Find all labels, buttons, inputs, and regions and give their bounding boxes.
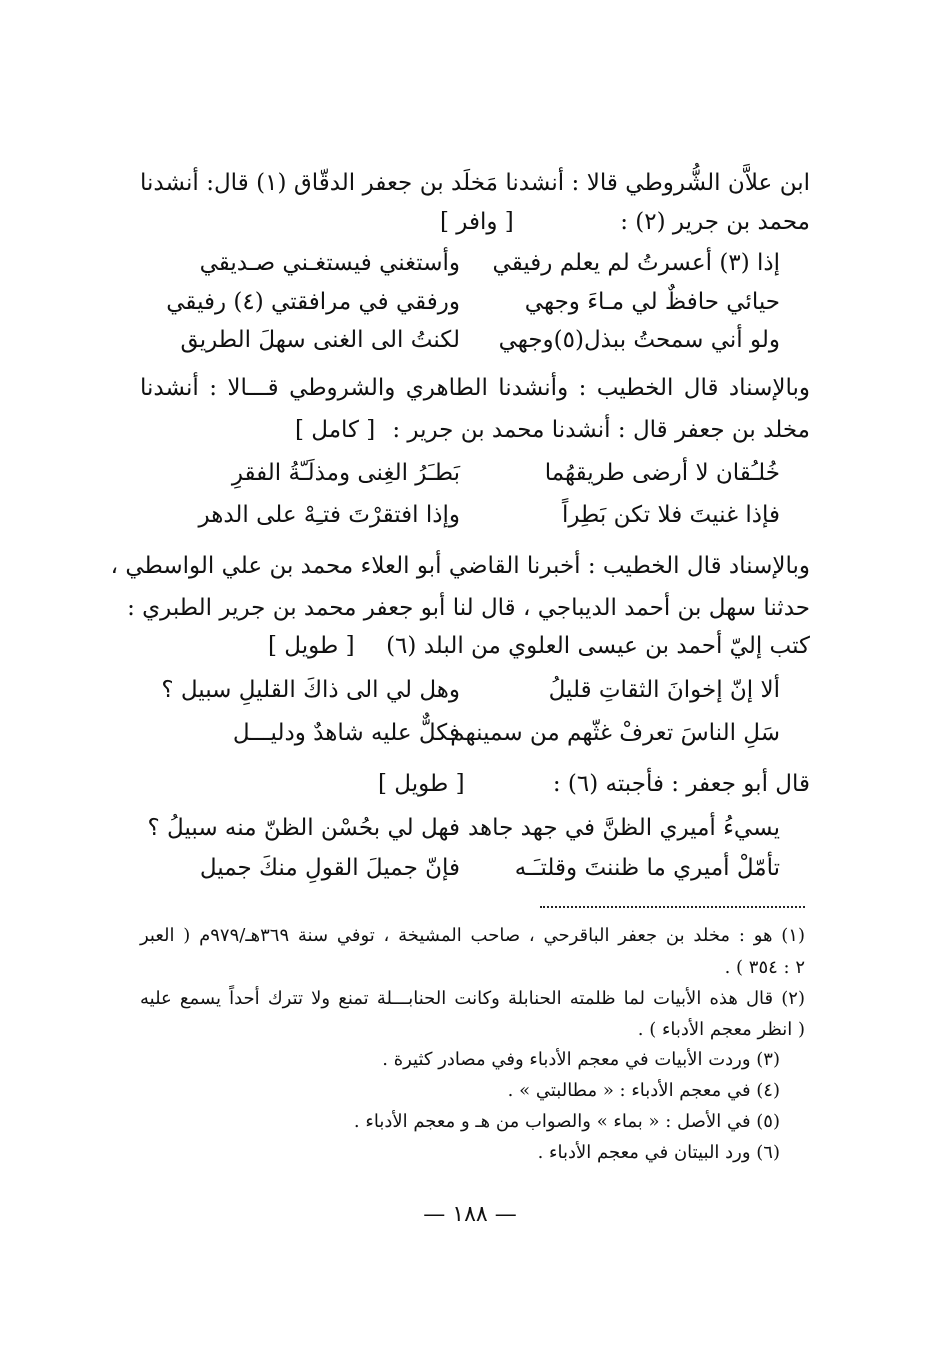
- page-number: — ١٨٨ —: [423, 1202, 517, 1227]
- poem1-verse3-second: لكنتُ الى الغنى سهلَ الطريق: [180, 327, 460, 353]
- prose-line-1: ابن علاَّن الشُّروطي قالا : أنشدنا مَخلَد بن جعفر الدقّاق (١) قال: أنشدنا: [140, 170, 810, 196]
- poem3-verse2-second: فكلٌّ عليه شاهدٌ ودليـــل: [232, 720, 460, 746]
- footnote-2-line-2: ( انظر معجم الأدباء ) .: [637, 1019, 805, 1040]
- poem1-verse2-first: حيائي حافظٌ لي مـاءَ وجهي: [524, 289, 780, 315]
- prose-line-6: حدثنا سهل بن أحمد الديباجي ، قال لنا أبو جعفر محمد بن جرير الطبري :: [127, 595, 810, 621]
- poem1-verse1-second: وأستغني فيستغـني صـديقي: [199, 250, 460, 276]
- prose-line-7: كتب إليّ أحمد بن عيسى العلوي من البلد (٦): [386, 633, 810, 659]
- meter-label-4: [ طويل ]: [378, 771, 465, 797]
- poem4-verse2-first: تأمّلْ أميري ما ظننتَ وقلتـَـه: [514, 855, 780, 881]
- poem3-verse1-first: ألا إنّ إخوانَ الثقاتِ قليلُ: [548, 677, 780, 703]
- footnote-separator: [540, 906, 805, 908]
- footnote-5: (٥) في الأصل : « بماء » والصواب من هـ و معجم الأدباء .: [353, 1111, 780, 1132]
- footnote-2-line-1: (٢) قال هذه الأبيات لما ظلمته الحنابلة وكانت الحنابـــلة تمنع ولا تترك أحداً يسمع عليه: [140, 988, 805, 1009]
- poem2-verse2-second: وإذا افتقرْتَ فتـِهْ على الدهر: [198, 502, 460, 528]
- poem3-verse1-second: وهل لي الى ذاكَ القليلِ سبيل ؟: [161, 677, 460, 703]
- poem4-verse2-second: فإنّ جميلَ القولِ منكَ جميل: [199, 855, 460, 881]
- meter-label-2: [ كامل ]: [295, 417, 376, 443]
- poem1-verse3-first: ولو أني سمحتُ ببذل(٥)وجهي: [498, 327, 780, 353]
- prose-line-8: قال أبو جعفر : فأجبته (٦) :: [552, 771, 810, 797]
- poem1-verse2-second: ورفقي في مرافقتي (٤) رفيقي: [166, 289, 460, 315]
- poem2-verse1-first: خُلـُقان لا أرضى طريقهُما: [544, 460, 780, 486]
- poem4-verse1-second: فهل لي بحُسْن الظنّ منه سبيلُ ؟: [147, 815, 460, 841]
- meter-label-1: [ وافر ]: [440, 209, 514, 235]
- poem2-verse1-second: بَطـَرُ الغِنى ومذلَـّةُ الفقرِ: [231, 460, 460, 486]
- footnote-3: (٣) وردت الأبيات في معجم الأدباء وفي مصادر كثيرة .: [382, 1049, 780, 1070]
- poem4-verse1-first: يسيءُ أميري الظنَّ في جهد جاهد: [467, 815, 780, 841]
- footnote-1-line-1: (١) هو : مخلد بن جعفر الباقرحي ، صاحب المشيخة ، توفي سنة ٣٦٩هـ/٩٧٩م ( العبر: [140, 925, 805, 946]
- poem1-verse1-first: إذا (٣) أعسرتُ لم يعلم رفيقي: [492, 250, 780, 276]
- prose-line-4: مخلد بن جعفر قال : أنشدنا محمد بن جرير :: [392, 417, 810, 443]
- footnote-4: (٤) في معجم الأدباء : « مطالبتي » .: [507, 1080, 780, 1101]
- footnote-6: (٦) ورد البيتان في معجم الأدباء .: [537, 1142, 780, 1163]
- footnote-1-line-2: ٢ : ٣٥٤ ) .: [724, 957, 805, 978]
- prose-line-3: وبالإسناد قال الخطيب : وأنشدنا الطاهري والشروطي قـــالا : أنشدنا: [140, 375, 810, 401]
- poem2-verse2-first: فإذا غنيتَ فلا تكن بَطِراً: [561, 502, 780, 528]
- poem3-verse2-first: سَلِ الناسَ تعرفْ غثّهم من سمينهم: [450, 720, 780, 746]
- meter-label-3: [ طويل ]: [268, 633, 355, 659]
- prose-line-5: وبالإسناد قال الخطيب : أخبرنا القاضي أبو العلاء محمد بن علي الواسطي ،: [110, 553, 810, 579]
- prose-line-2: محمد بن جرير (٢) :: [620, 209, 810, 235]
